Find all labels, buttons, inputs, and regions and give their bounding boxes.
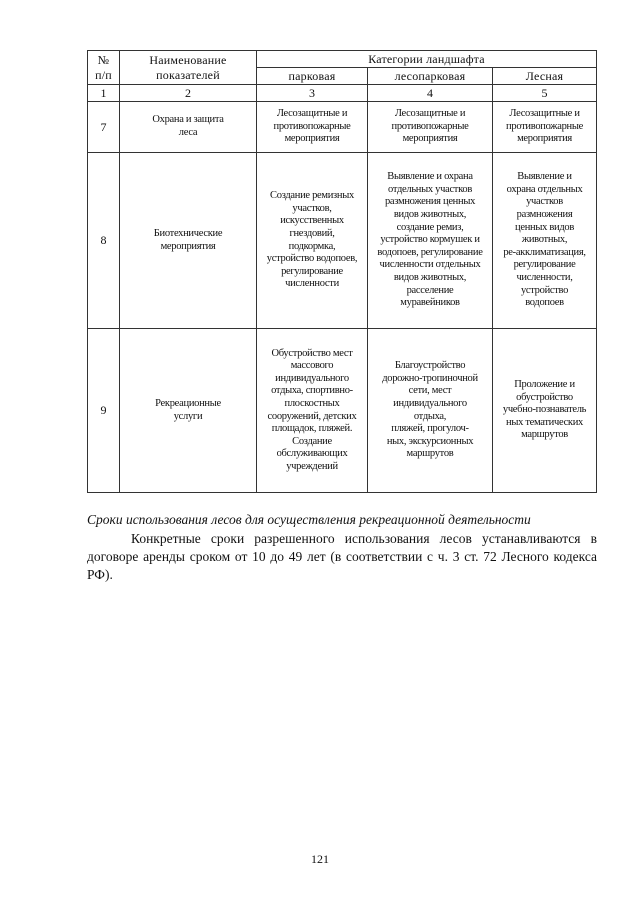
page-number: 121 [311, 852, 329, 866]
section-title: Сроки использования лесов для осуществления рекреационной деятельности [87, 512, 531, 527]
col-number: 1 [88, 85, 120, 102]
header-name: Наименование показателей [120, 51, 257, 85]
table-row [88, 153, 597, 329]
cell-park: Обустройство мест массового индивидуального отдыха, спортивно- плоскостных сооружений, детских площадок, пляжей. Создание обслуживающих учреждений [257, 329, 368, 493]
col-number: 5 [493, 85, 597, 102]
col-number: 4 [368, 85, 493, 102]
row-name: Биотехнические мероприятия [120, 153, 257, 329]
column-number-row [88, 85, 597, 102]
table-row [88, 329, 597, 493]
cell-forest-park: Выявление и охрана отдельных участков размножения ценных видов животных, создание ремиз, устройство кормушек и водопоев, регулирование численности отдельных видов животных, расселение муравейников [368, 153, 493, 329]
header-cat-forest: Лесная [493, 68, 597, 85]
cell-forest-park: Лесозащитные и противопожарные мероприятия [368, 102, 493, 153]
table-row [88, 102, 597, 153]
cell-forest: Лесозащитные и противопожарные мероприятия [493, 102, 597, 153]
header-categories: Категории ландшафта [257, 51, 597, 68]
cell-forest-park: Благоустройство дорожно-тропиночной сети, мест индивидуального отдыха, пляжей, прогулоч- ных, экскурсионных маршрутов [368, 329, 493, 493]
paragraph-text: Конкретные сроки разрешенного использования лесов устанавливаются в договоре аренды сроком от 10 до 49 лет (в соответствии с ч. 3 ст. 72 Лесного кодекса РФ). [87, 531, 597, 582]
cell-park: Создание ремизных участков, искусственных гнездовий, подкормка, устройство водопоев, регулирование численности [257, 153, 368, 329]
row-name: Рекреационные услуги [120, 329, 257, 493]
header-cat-park: парковая [257, 68, 368, 85]
row-num: 8 [88, 153, 120, 329]
row-num: 9 [88, 329, 120, 493]
cell-forest: Проложение и обустройство учебно-познаватель ных тематических маршрутов [493, 329, 597, 493]
header-num: № п/п [88, 51, 120, 85]
row-name: Охрана и защита леса [120, 102, 257, 153]
col-number: 2 [120, 85, 257, 102]
cell-park: Лесозащитные и противопожарные мероприятия [257, 102, 368, 153]
cell-forest: Выявление и охрана отдельных участков размножения ценных видов животных, ре-акклиматизация, регулирование численности, устройство водопоев [493, 153, 597, 329]
landscape-categories-table [87, 50, 597, 493]
body-paragraph [87, 530, 597, 584]
col-number: 3 [257, 85, 368, 102]
row-num: 7 [88, 102, 120, 153]
header-cat-forest-park: лесопарковая [368, 68, 493, 85]
